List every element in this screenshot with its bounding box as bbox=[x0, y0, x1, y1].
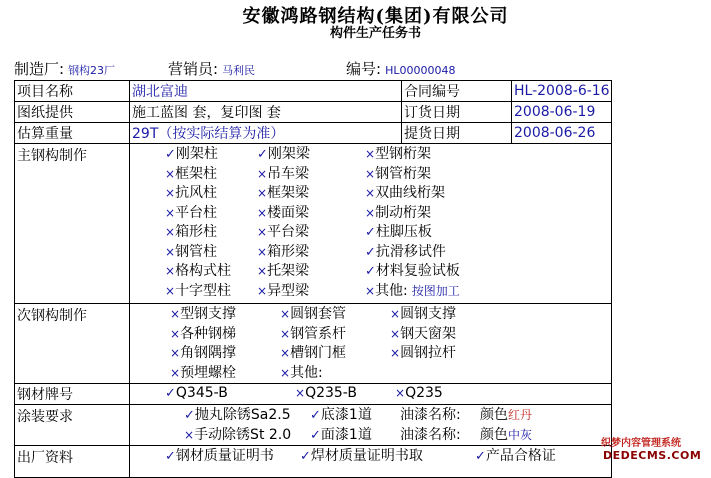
cross-icon: × bbox=[365, 186, 376, 200]
project-label: 项目名称 bbox=[15, 81, 130, 102]
list-item bbox=[132, 184, 609, 204]
steel-grade-label: 钢材牌号 bbox=[15, 384, 130, 405]
checkbox-item[interactable] bbox=[295, 384, 357, 404]
checkbox-item[interactable] bbox=[390, 325, 456, 345]
coating-label: 涂装要求 bbox=[15, 405, 130, 446]
list-item bbox=[132, 262, 609, 282]
checkbox-item-label: Q235 bbox=[405, 385, 443, 402]
cross-icon: × bbox=[165, 205, 176, 220]
cross-icon: × bbox=[280, 346, 291, 360]
checkbox-item[interactable] bbox=[170, 325, 236, 345]
maker-field bbox=[14, 58, 115, 79]
cross-icon: × bbox=[295, 386, 306, 401]
table-row bbox=[15, 102, 612, 123]
checkbox-item-label: 抗风柱 bbox=[175, 185, 218, 201]
checkbox-item[interactable] bbox=[365, 184, 445, 204]
checkbox-item[interactable] bbox=[365, 145, 431, 165]
checkbox-item-label: Q345-B bbox=[175, 385, 228, 402]
cross-icon: × bbox=[280, 365, 291, 380]
checkbox-item-label: 角钢隅撑 bbox=[180, 345, 237, 361]
cross-icon: × bbox=[280, 326, 291, 341]
factory-docs-label: 出厂资料 bbox=[15, 446, 130, 478]
weight-value: 29T（按实际结算为准） bbox=[130, 123, 402, 144]
steel-grade-items bbox=[130, 384, 612, 405]
number-field bbox=[346, 58, 455, 79]
number-label: 编号: bbox=[346, 60, 382, 78]
checkbox-item[interactable] bbox=[165, 223, 217, 243]
order-date-label: 订货日期 bbox=[402, 102, 512, 123]
checkbox-item[interactable] bbox=[257, 282, 309, 302]
table-row bbox=[15, 304, 612, 384]
list-item bbox=[132, 325, 609, 345]
checkbox-item-label: 圆钢拉杆 bbox=[400, 345, 457, 361]
table-row bbox=[15, 384, 612, 405]
checkbox-item-label: 预埋螺栓 bbox=[180, 364, 237, 381]
checkbox-item-label: 制动桁架 bbox=[375, 204, 432, 221]
checkbox-item[interactable] bbox=[257, 184, 309, 204]
company-name: 安徽鸿路钢结构(集团)有限公司 bbox=[242, 6, 509, 27]
cross-icon: × bbox=[170, 346, 181, 360]
secondary-steel-label: 次钢构制作 bbox=[15, 304, 130, 384]
document-title: 构件生产任务书 bbox=[329, 26, 421, 41]
checkbox-item[interactable] bbox=[395, 384, 443, 404]
checkbox-item[interactable]: ✓抛丸除锈Sa2.5 bbox=[184, 407, 291, 423]
cross-icon: × bbox=[165, 186, 176, 200]
checkbox-item-label: 托架梁 bbox=[267, 263, 310, 279]
checkbox-item[interactable] bbox=[165, 184, 217, 204]
cross-icon: × bbox=[170, 307, 181, 321]
checkbox-item[interactable] bbox=[165, 204, 217, 224]
coating-line-topcoat bbox=[132, 426, 609, 446]
maker-value: 钢构23厂 bbox=[68, 64, 116, 77]
cross-icon: × bbox=[165, 166, 176, 181]
checkbox-item[interactable] bbox=[365, 204, 431, 224]
color-field: 颜色红丹 bbox=[480, 407, 533, 423]
order-date-value: 2008-06-19 bbox=[512, 102, 612, 123]
checkbox-item-label: 产品合格证 bbox=[485, 448, 556, 464]
contract-label: 合同编号 bbox=[402, 81, 512, 102]
cross-icon: × bbox=[365, 205, 376, 220]
cross-icon: × bbox=[165, 244, 176, 259]
checkbox-item-label: Q235-B bbox=[305, 385, 357, 402]
sales-field bbox=[168, 58, 255, 79]
factory-docs-items bbox=[130, 446, 612, 478]
table-row bbox=[15, 446, 612, 478]
checkbox-item[interactable] bbox=[165, 262, 231, 282]
cross-icon: × bbox=[165, 283, 176, 298]
checkbox-item[interactable] bbox=[365, 223, 432, 243]
checkbox-item-label: 材料复验试板 bbox=[375, 263, 460, 279]
checkbox-item[interactable] bbox=[165, 165, 217, 185]
cross-icon: × bbox=[170, 326, 181, 341]
checkbox-item[interactable] bbox=[165, 447, 274, 467]
cross-icon: × bbox=[365, 147, 376, 161]
main-steel-items bbox=[130, 144, 612, 304]
cross-icon: × bbox=[390, 346, 401, 360]
checkbox-item-label: 钢管系杆 bbox=[290, 325, 347, 342]
list-item bbox=[132, 282, 609, 302]
list-item bbox=[132, 204, 609, 224]
contract-value: HL-2008-6-16 bbox=[512, 81, 612, 102]
list-item bbox=[132, 243, 609, 263]
list-item bbox=[132, 165, 609, 185]
other-value: 按图加工 bbox=[411, 283, 460, 298]
sales-value: 马利民 bbox=[222, 64, 256, 77]
checkbox-item-label: 各种钢梯 bbox=[180, 325, 237, 342]
main-steel-grid bbox=[132, 145, 609, 301]
cross-icon: × bbox=[257, 283, 268, 298]
watermark-text: 织梦内容管理系统 bbox=[601, 438, 681, 449]
checkbox-item[interactable] bbox=[257, 145, 310, 165]
cross-icon: × bbox=[170, 365, 181, 380]
checkbox-item-label: 平台柱 bbox=[175, 204, 218, 221]
checkbox-item-label: 吊车梁 bbox=[267, 165, 310, 182]
list-item bbox=[132, 344, 609, 364]
cross-icon: × bbox=[257, 186, 268, 200]
secondary-steel-grid bbox=[132, 305, 609, 383]
delivery-date-value: 2008-06-26 bbox=[512, 123, 612, 144]
checkbox-item[interactable] bbox=[165, 243, 217, 263]
steel-grade-line bbox=[132, 384, 609, 404]
checkbox-item[interactable] bbox=[365, 262, 460, 282]
checkbox-item[interactable] bbox=[300, 447, 423, 467]
cross-icon: × bbox=[365, 283, 376, 298]
checkbox-item-label: 抗滑移试件 bbox=[375, 243, 446, 260]
checkbox-item-label: 其他: bbox=[375, 282, 408, 299]
checkbox-item[interactable] bbox=[365, 282, 460, 302]
table-row bbox=[15, 405, 612, 446]
table-row bbox=[15, 144, 612, 304]
checkbox-item-label: 箱形柱 bbox=[175, 224, 218, 240]
watermark-url: DEDECMS.COM bbox=[603, 449, 702, 462]
paint-name-label: 油漆名称: bbox=[400, 407, 461, 423]
checkbox-item-label: 钢材质量证明书 bbox=[175, 448, 274, 464]
drawings-label: 图纸提供 bbox=[15, 102, 130, 123]
checkbox-item-label: 十字型柱 bbox=[175, 282, 232, 299]
checkbox-item-label: 双曲线桁架 bbox=[375, 185, 446, 201]
cross-icon: × bbox=[165, 264, 176, 278]
checkbox-item[interactable] bbox=[280, 325, 346, 345]
sales-label: 营销员: bbox=[168, 60, 219, 78]
delivery-date-label: 提货日期 bbox=[402, 123, 512, 144]
check-icon: ✓ bbox=[165, 449, 176, 464]
checkbox-item-label: 型钢桁架 bbox=[375, 146, 432, 162]
checkbox-item[interactable] bbox=[280, 344, 346, 364]
checkbox-item-label: 钢管柱 bbox=[175, 243, 218, 260]
checkbox-item[interactable]: ×手动除锈St 2.0 bbox=[184, 426, 292, 443]
list-item bbox=[132, 223, 609, 243]
cross-icon: × bbox=[257, 244, 268, 259]
check-icon: ✓ bbox=[365, 264, 376, 279]
checkbox-item[interactable] bbox=[165, 282, 231, 302]
checkbox-item[interactable] bbox=[390, 344, 456, 364]
checkbox-item[interactable] bbox=[390, 305, 456, 325]
maker-label: 制造厂: bbox=[14, 60, 65, 78]
checkbox-item-label: 楼面梁 bbox=[267, 204, 310, 221]
checkbox-item[interactable] bbox=[475, 447, 556, 467]
checkbox-item-label: 刚架梁 bbox=[267, 146, 310, 162]
paint-name-label: 油漆名称: bbox=[400, 426, 461, 443]
cross-icon: × bbox=[257, 225, 268, 239]
cross-icon: × bbox=[165, 225, 176, 239]
checkbox-item[interactable] bbox=[170, 364, 236, 384]
cross-icon: × bbox=[257, 205, 268, 220]
check-icon: ✓ bbox=[165, 386, 176, 402]
checkbox-item-label: 焊材质量证明书取 bbox=[310, 448, 423, 464]
cross-icon: × bbox=[257, 166, 268, 181]
list-item bbox=[132, 145, 609, 165]
checkbox-item[interactable]: ✓面漆1道 bbox=[310, 426, 372, 443]
checkbox-item[interactable] bbox=[165, 145, 218, 165]
cross-icon: × bbox=[390, 307, 401, 321]
checkbox-item-label: 钢管桁架 bbox=[375, 165, 432, 182]
checkbox-item-label: 框架梁 bbox=[267, 185, 310, 201]
check-icon: ✓ bbox=[365, 244, 376, 260]
checkbox-item[interactable] bbox=[170, 305, 236, 325]
check-icon: ✓ bbox=[165, 147, 176, 162]
checkbox-item[interactable] bbox=[280, 364, 323, 384]
checkbox-item-label: 格构式柱 bbox=[175, 263, 232, 279]
checkbox-item-label: 型钢支撑 bbox=[180, 306, 237, 322]
secondary-steel-items bbox=[130, 304, 612, 384]
checkbox-item[interactable] bbox=[257, 223, 309, 243]
check-icon: ✓ bbox=[300, 449, 311, 464]
watermark bbox=[601, 432, 711, 469]
list-item bbox=[132, 305, 609, 325]
checkbox-item-label: 圆钢套管 bbox=[290, 306, 347, 322]
checkbox-item-label: 异型梁 bbox=[267, 282, 310, 299]
checkbox-item[interactable] bbox=[257, 165, 309, 185]
checkbox-item[interactable] bbox=[257, 262, 309, 282]
cross-icon: × bbox=[395, 386, 406, 401]
checkbox-item[interactable] bbox=[165, 384, 228, 404]
cross-icon: × bbox=[257, 264, 268, 278]
checkbox-item[interactable] bbox=[365, 165, 431, 185]
coating-items bbox=[130, 405, 612, 446]
checkbox-item[interactable] bbox=[257, 204, 309, 224]
number-value: HL00000048 bbox=[385, 64, 456, 77]
checkbox-item-label: 槽钢门框 bbox=[290, 345, 347, 361]
checkbox-item-label: 钢天窗架 bbox=[400, 325, 457, 342]
task-sheet-table bbox=[14, 80, 612, 478]
checkbox-item-label: 圆钢支撑 bbox=[400, 306, 457, 322]
checkbox-item[interactable] bbox=[170, 344, 236, 364]
list-item bbox=[132, 364, 609, 384]
checkbox-item-label: 框架柱 bbox=[175, 165, 218, 182]
table-row bbox=[15, 81, 612, 102]
check-icon: ✓ bbox=[257, 147, 268, 162]
cross-icon: × bbox=[280, 307, 291, 321]
main-steel-label: 主钢构制作 bbox=[15, 144, 130, 304]
factory-docs-line bbox=[132, 447, 609, 467]
checkbox-item[interactable] bbox=[365, 243, 446, 263]
checkbox-item-label: 平台梁 bbox=[267, 224, 310, 240]
checkbox-item[interactable] bbox=[280, 305, 346, 325]
coating-line-primer bbox=[132, 406, 609, 426]
checkbox-item[interactable]: ✓底漆1道 bbox=[310, 407, 372, 423]
drawings-value: 施工蓝图 套，复印图 套 bbox=[130, 102, 402, 123]
project-value: 湖北富迪 bbox=[130, 81, 402, 102]
checkbox-item[interactable] bbox=[257, 243, 309, 263]
cross-icon: × bbox=[390, 326, 401, 341]
checkbox-item-label: 柱脚压板 bbox=[375, 224, 432, 240]
checkbox-item-label: 刚架柱 bbox=[175, 146, 218, 162]
checkbox-item-label: 箱形梁 bbox=[267, 243, 310, 260]
cross-icon: × bbox=[365, 166, 376, 181]
color-field: 颜色中灰 bbox=[480, 426, 533, 443]
table-row bbox=[15, 123, 612, 144]
check-icon: ✓ bbox=[365, 225, 376, 240]
checkbox-item-label: 其他: bbox=[290, 364, 323, 381]
check-icon: ✓ bbox=[475, 449, 486, 464]
weight-label: 估算重量 bbox=[15, 123, 130, 144]
